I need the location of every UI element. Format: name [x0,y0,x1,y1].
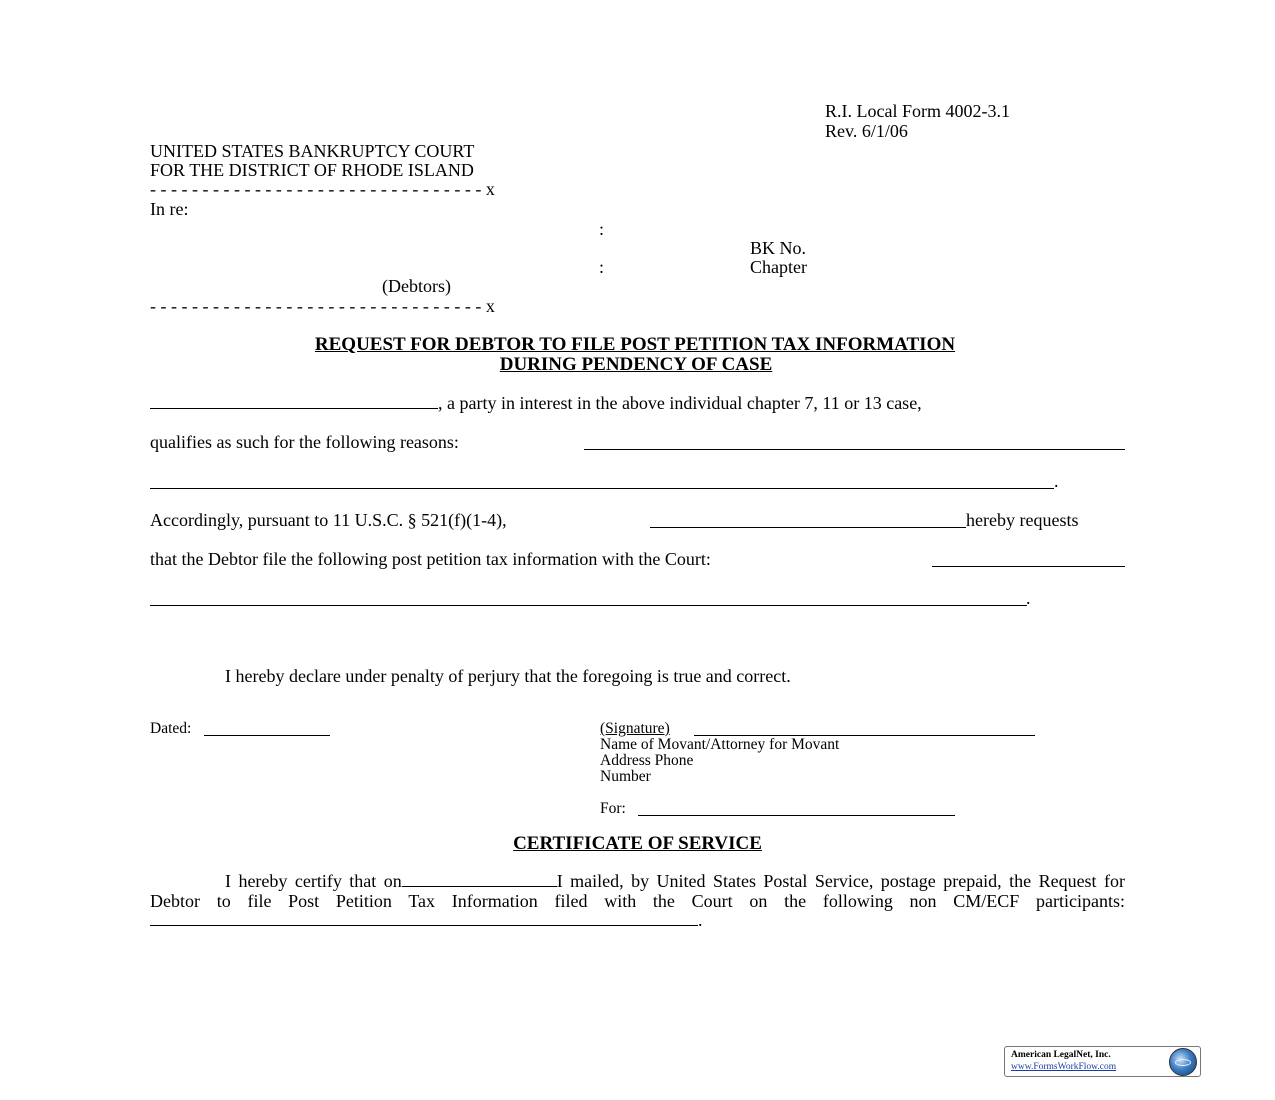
movant-name-label: Name of Movant/Attorney for Movant [600,736,840,753]
logo-url-link[interactable]: www.FormsWorkFlow.com [1011,1062,1117,1072]
perjury-declaration: I hereby declare under penalty of perjury that the foregoing is true and correct. [225,666,791,686]
dated-field[interactable] [204,735,330,736]
bk-number-label: BK No. [750,238,807,258]
certificate-title: CERTIFICATE OF SERVICE [513,833,762,854]
caption-colon-2: : [599,257,605,277]
tax-info-field-1[interactable] [932,566,1125,567]
in-re-label: In re: [150,199,189,219]
form-number: R.I. Local Form 4002-3.1 [825,101,1010,121]
document-title-line2: DURING PENDENCY OF CASE [499,354,773,375]
reasons-field-2[interactable] [150,488,1054,489]
for-label: For: [600,800,626,817]
party-name-field[interactable] [150,394,438,409]
service-date-field[interactable] [402,872,557,887]
debtor-file-text: that the Debtor file the following post petition tax information with the Court: [150,549,711,569]
form-revision: Rev. 6/1/06 [825,121,908,141]
debtors-label: (Debtors) [382,276,451,296]
signature-label: (Signature) [600,720,670,737]
address-phone-label: Address Phone [600,752,694,769]
party-text: , a party in interest in the above individual chapter 7, 11 or 13 case, [438,393,922,413]
certificate-text-a: I hereby certify that on [225,871,402,891]
requesting-party-field[interactable] [650,527,966,528]
document-title-line1: REQUEST FOR DEBTOR TO FILE POST PETITION TAX INFORMATION [314,334,956,355]
tax-info-field-2[interactable] [150,605,1027,606]
accordingly-text: Accordingly, pursuant to 11 U.S.C. § 521(f)(1-4), [150,510,507,530]
american-legalnet-logo[interactable] [1004,1046,1201,1077]
number-label: Number [600,768,651,785]
participants-field[interactable] [150,911,698,926]
certificate-end: . [698,910,703,930]
caption-colon-1: : [599,219,605,239]
globe-icon [1169,1048,1197,1076]
certificate-text-b: I mailed, by United States Postal Service, postage prepaid, the Request for Debtor to file Post Petition Tax Information filed with the Court on the following non CM/ECF participants: [150,871,1125,911]
court-name: UNITED STATES BANKRUPTCY COURT [150,141,475,161]
for-field[interactable] [638,815,955,816]
logo-company-name: American LegalNet, Inc. [1011,1050,1111,1060]
certificate-paragraph [150,872,1125,931]
reasons-text: qualifies as such for the following reasons: [150,432,459,452]
tax-info-period: . [1026,588,1031,608]
reasons-line [150,432,459,453]
chapter-label: Chapter [750,257,807,277]
requests-text: hereby requests [966,510,1079,530]
reasons-field-1[interactable] [584,449,1125,450]
caption-dashed-rule-top: - - - - - - - - - - - - - - - - - - - - - - - - - - - - - - - - x [150,179,495,199]
court-district: FOR THE DISTRICT OF RHODE ISLAND [150,160,474,180]
party-line [150,393,1126,414]
caption-dashed-rule-bottom: - - - - - - - - - - - - - - - - - - - - - - - - - - - - - - - - x [150,296,495,316]
reasons-period: . [1054,471,1059,491]
dated-label: Dated: [150,720,192,737]
